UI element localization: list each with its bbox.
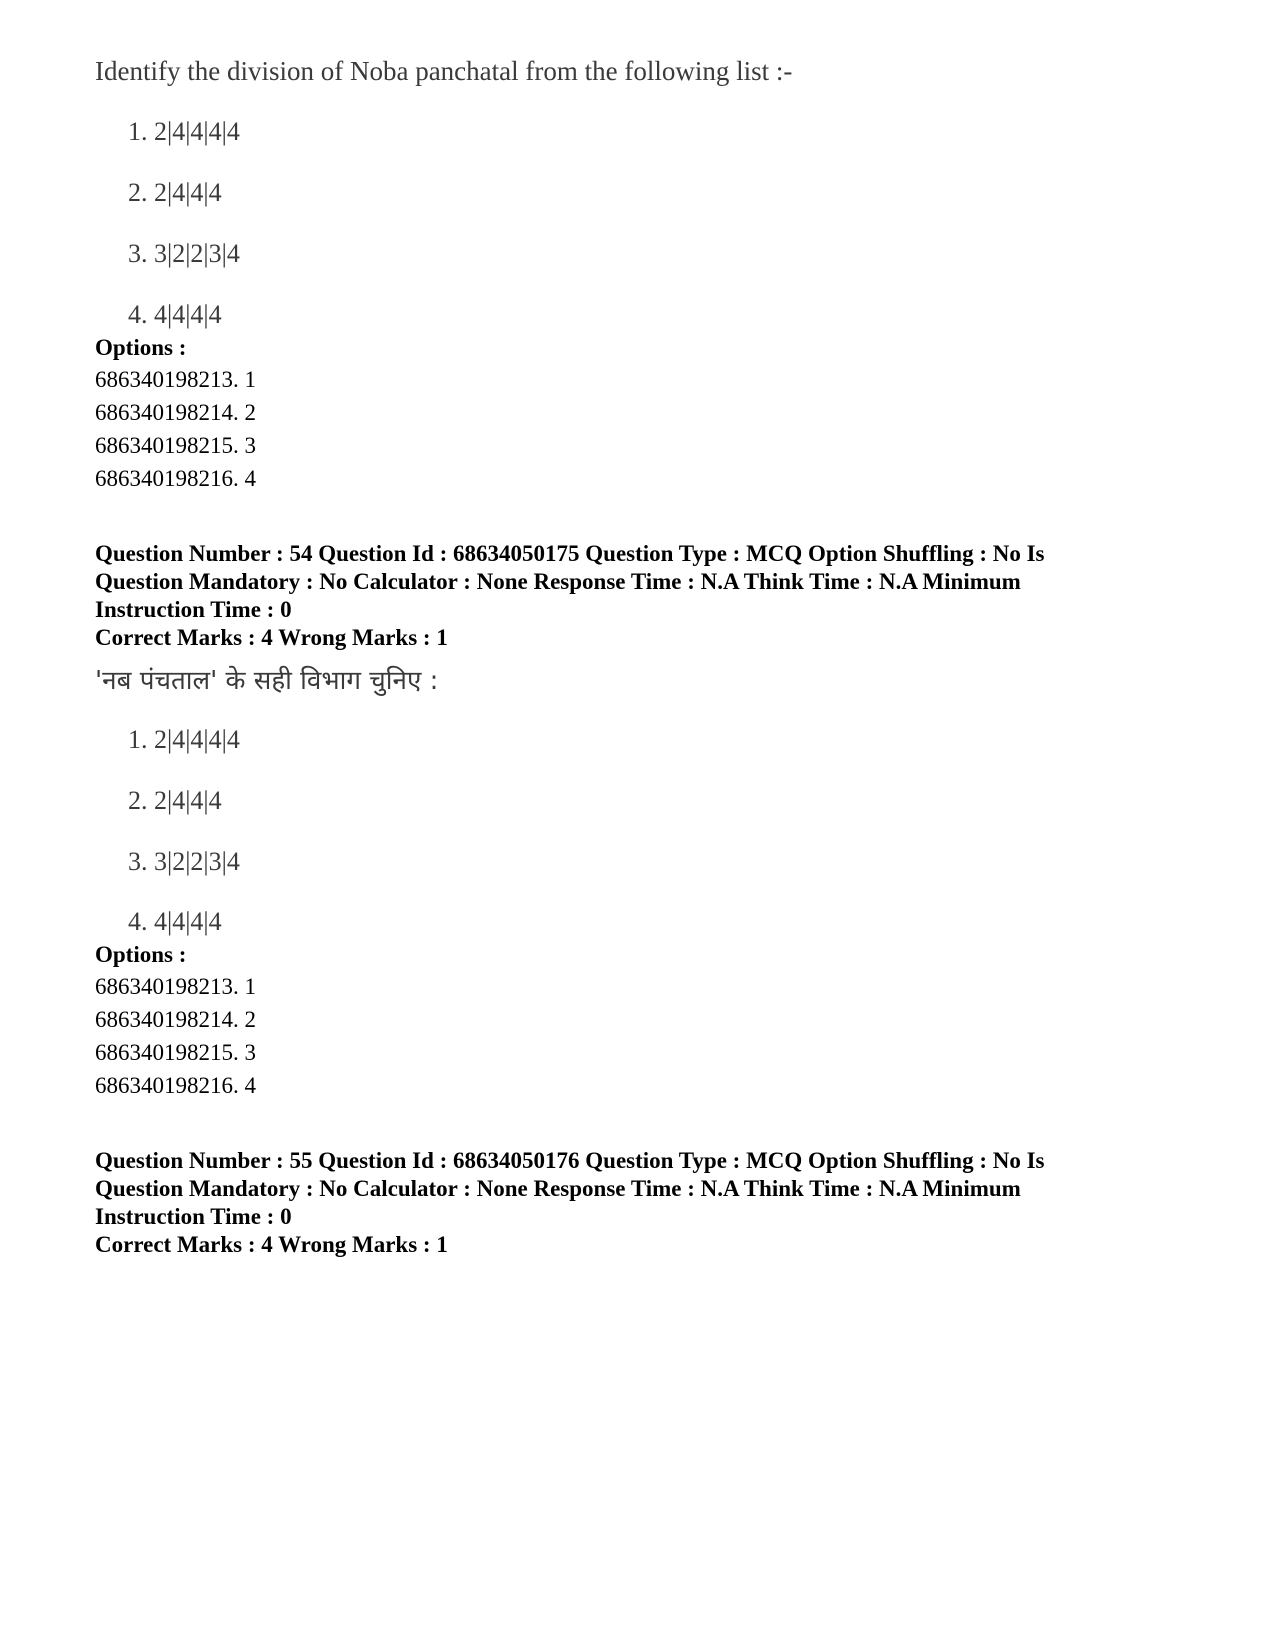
question-meta-line: Question Number : 55 Question Id : 68634050176 Question Type : MCQ Option Shuffling : No Is [95,1148,1045,1173]
choice-2: 2. 2|4|4|4 [128,786,222,815]
question-meta-line: Question Mandatory : No Calculator : None Response Time : N.A Think Time : N.A Minimum [95,569,1021,594]
question-stem: 'नब पंचताल' के सही विभाग चुनिए : [95,666,439,696]
option-line: 686340198214. 2 [95,400,256,425]
choice-4: 4. 4|4|4|4 [128,300,222,329]
option-line: 686340198216. 4 [95,466,256,491]
question-meta-line: Question Mandatory : No Calculator : None Response Time : N.A Think Time : N.A Minimum [95,1176,1021,1201]
question-stem: Identify the division of Noba panchatal from the following list :- [95,56,793,86]
choice-2: 2. 2|4|4|4 [128,178,222,207]
choice-1: 1. 2|4|4|4|4 [128,117,240,146]
option-line: 686340198213. 1 [95,367,256,392]
question-meta [95,540,1045,624]
option-line: 686340198215. 3 [95,1040,256,1065]
question-meta-line: Instruction Time : 0 [95,597,292,622]
option-line: 686340198215. 3 [95,433,256,458]
options-label: Options : [95,942,187,967]
marks-line: Correct Marks : 4 Wrong Marks : 1 [95,625,448,650]
option-line: 686340198216. 4 [95,1073,256,1098]
question-meta [95,1147,1045,1231]
option-line: 686340198214. 2 [95,1007,256,1032]
choice-1: 1. 2|4|4|4|4 [128,725,240,754]
option-line: 686340198213. 1 [95,974,256,999]
choice-3: 3. 3|2|2|3|4 [128,847,240,876]
choice-4: 4. 4|4|4|4 [128,907,222,936]
marks-line: Correct Marks : 4 Wrong Marks : 1 [95,1232,448,1257]
options-label: Options : [95,335,187,360]
choice-3: 3. 3|2|2|3|4 [128,239,240,268]
question-meta-line: Question Number : 54 Question Id : 68634050175 Question Type : MCQ Option Shuffling : No Is [95,541,1045,566]
question-meta-line: Instruction Time : 0 [95,1204,292,1229]
